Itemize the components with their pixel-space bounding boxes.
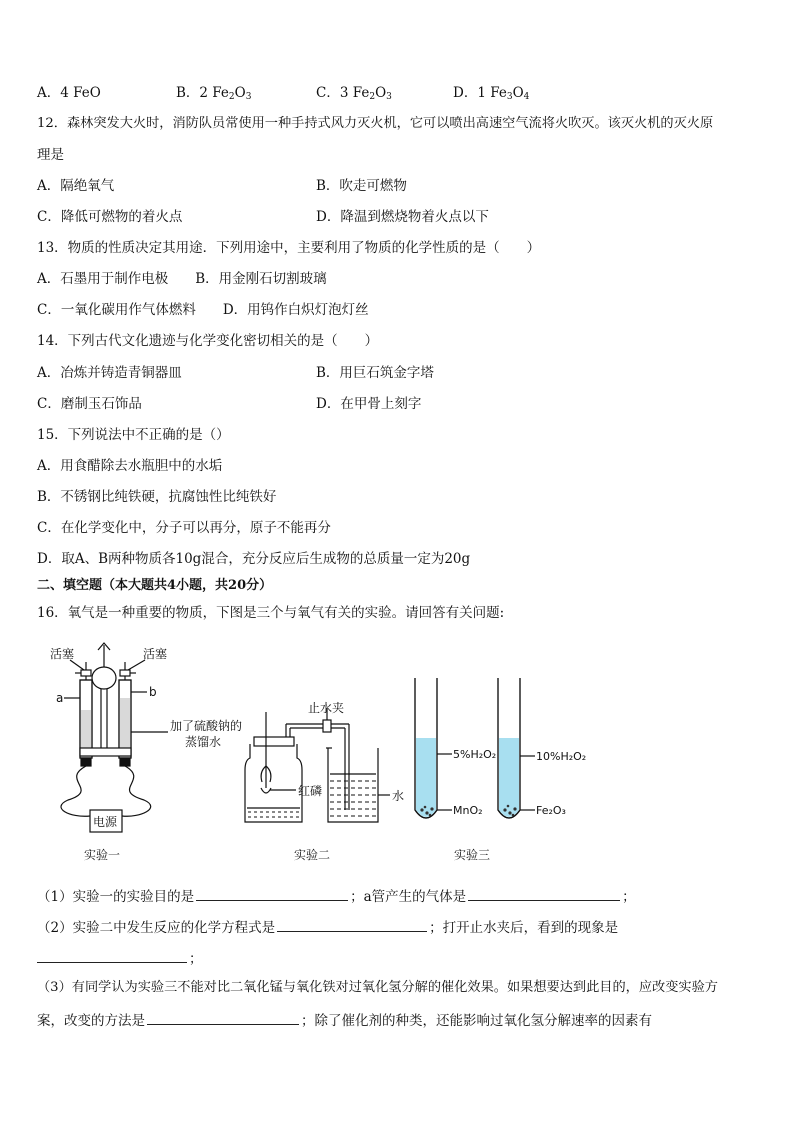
q12-option-b: B．吹走可燃物 — [316, 178, 407, 194]
q12-stem-cont: 理是 — [37, 147, 64, 163]
q14-option-a: A．冶炼并铸造青铜器皿 — [37, 365, 182, 381]
exp1-stopcock-left-label: 活塞 — [50, 647, 75, 661]
q12-option-d: D．降温到燃烧物着火点以下 — [316, 209, 489, 225]
q11-option-b: B．2 $Fe_2O_3$ — [176, 85, 252, 102]
exp1-power-label: 电源 — [93, 815, 118, 829]
exp1-tube-b-label: b — [149, 685, 157, 699]
q15-stem: 15．下列说法中不正确的是（） — [37, 427, 230, 443]
q13-options-cd: C．一氧化碳用作气体燃料 D．用钨作白炽灯泡灯丝 — [37, 302, 369, 318]
exp3-tube1-catalyst: MnO₂ — [453, 804, 483, 817]
experiment-figure — [40, 640, 600, 870]
q15-option-a: A．用食醋除去水瓶胆中的水垢 — [37, 458, 223, 474]
section-title: 二、填空题（本大题共4小题，共20分） — [37, 578, 273, 593]
exp3-tube2-catalyst: Fe₂O₃ — [536, 804, 566, 817]
answer-blank-1[interactable] — [196, 886, 348, 901]
q12-option-c: C．降低可燃物的着火点 — [37, 209, 183, 225]
q14-option-b: B．用巨石筑金字塔 — [316, 365, 434, 381]
q16-stem: 16．氧气是一种重要的物质，下图是三个与氧气有关的实验。请回答有关问题: — [37, 605, 505, 621]
q11-option-a: A．4 FeO — [37, 85, 101, 101]
q11-option-c: C．3 $Fe_2O_3$ — [316, 85, 392, 102]
q12-stem: 12．森林突发大火时，消防队员常使用一种手持式风力灭火机，它可以喷出高速空气流将火吹灭。该灭火机的灭火原 — [37, 116, 714, 131]
q13-stem: 13．物质的性质决定其用途．下列用途中，主要利用了物质的化学性质的是（ ） — [37, 240, 541, 256]
q14-option-d: D．在甲骨上刻字 — [316, 396, 422, 412]
answer-blank-5[interactable] — [147, 1010, 299, 1025]
q15-option-d: D．取A、B两种物质各10g混合，充分反应后生成物的总质量一定为20g — [37, 551, 471, 567]
electrolysis-apparatus — [61, 643, 168, 832]
exp2-phosphorus-label: 红磷 — [298, 784, 323, 798]
q16-part2: （2）实验二中发生反应的化学方程式是 ；打开止水夹后，看到的现象是 — [37, 917, 618, 937]
exp3-tube2-label: 10%H₂O₂ — [536, 750, 587, 763]
q11-option-d: D．1 $Fe_3O_4$ — [453, 85, 530, 102]
q16-part3-cont: 案，改变的方法是 ；除了催化剂的种类，还能影响过氧化氢分解速率的因素有 — [37, 1010, 652, 1030]
q14-stem: 14．下列古代文化遗迹与化学变化密切相关的是（ ） — [37, 333, 379, 349]
exp3-tube1-label: 5%H₂O₂ — [453, 748, 497, 761]
exp1-tube-a-label: a — [56, 691, 64, 705]
exp2-clamp-label: 止水夹 — [308, 701, 345, 715]
exp1-solution-label-1: 加了硫酸钠的 — [170, 719, 243, 733]
q13-options-ab: A．石墨用于制作电极 B．用金刚石切割玻璃 — [37, 271, 327, 287]
q15-option-b: B．不锈钢比纯铁硬，抗腐蚀性比纯铁好 — [37, 489, 277, 505]
q15-option-c: C．在化学变化中，分子可以再分，原子不能再分 — [37, 520, 331, 536]
q16-part2-cont: ； — [37, 948, 203, 968]
answer-blank-2[interactable] — [468, 886, 620, 901]
exp1-caption: 实验一 — [84, 848, 121, 862]
exp3-caption: 实验三 — [454, 848, 491, 862]
q16-part1: （1）实验一的实验目的是 ；a管产生的气体是 ； — [37, 886, 636, 906]
answer-blank-3[interactable] — [277, 917, 427, 932]
answer-blank-4[interactable] — [37, 948, 187, 963]
exp1-solution-label-2: 蒸馏水 — [185, 735, 222, 749]
exp1-stopcock-right-label: 活塞 — [143, 647, 168, 661]
q14-option-c: C．磨制玉石饰品 — [37, 396, 142, 412]
q12-option-a: A．隔绝氧气 — [37, 178, 115, 194]
phosphorus-apparatus — [245, 708, 390, 822]
q16-part3: （3）有同学认为实验三不能对比二氧化锰与氧化铁对过氧化氢分解的催化效果。如果想要达到此目的，应改变实验方 — [37, 980, 718, 995]
exp2-caption: 实验二 — [294, 848, 331, 862]
exp2-water-label: 水 — [392, 789, 405, 803]
